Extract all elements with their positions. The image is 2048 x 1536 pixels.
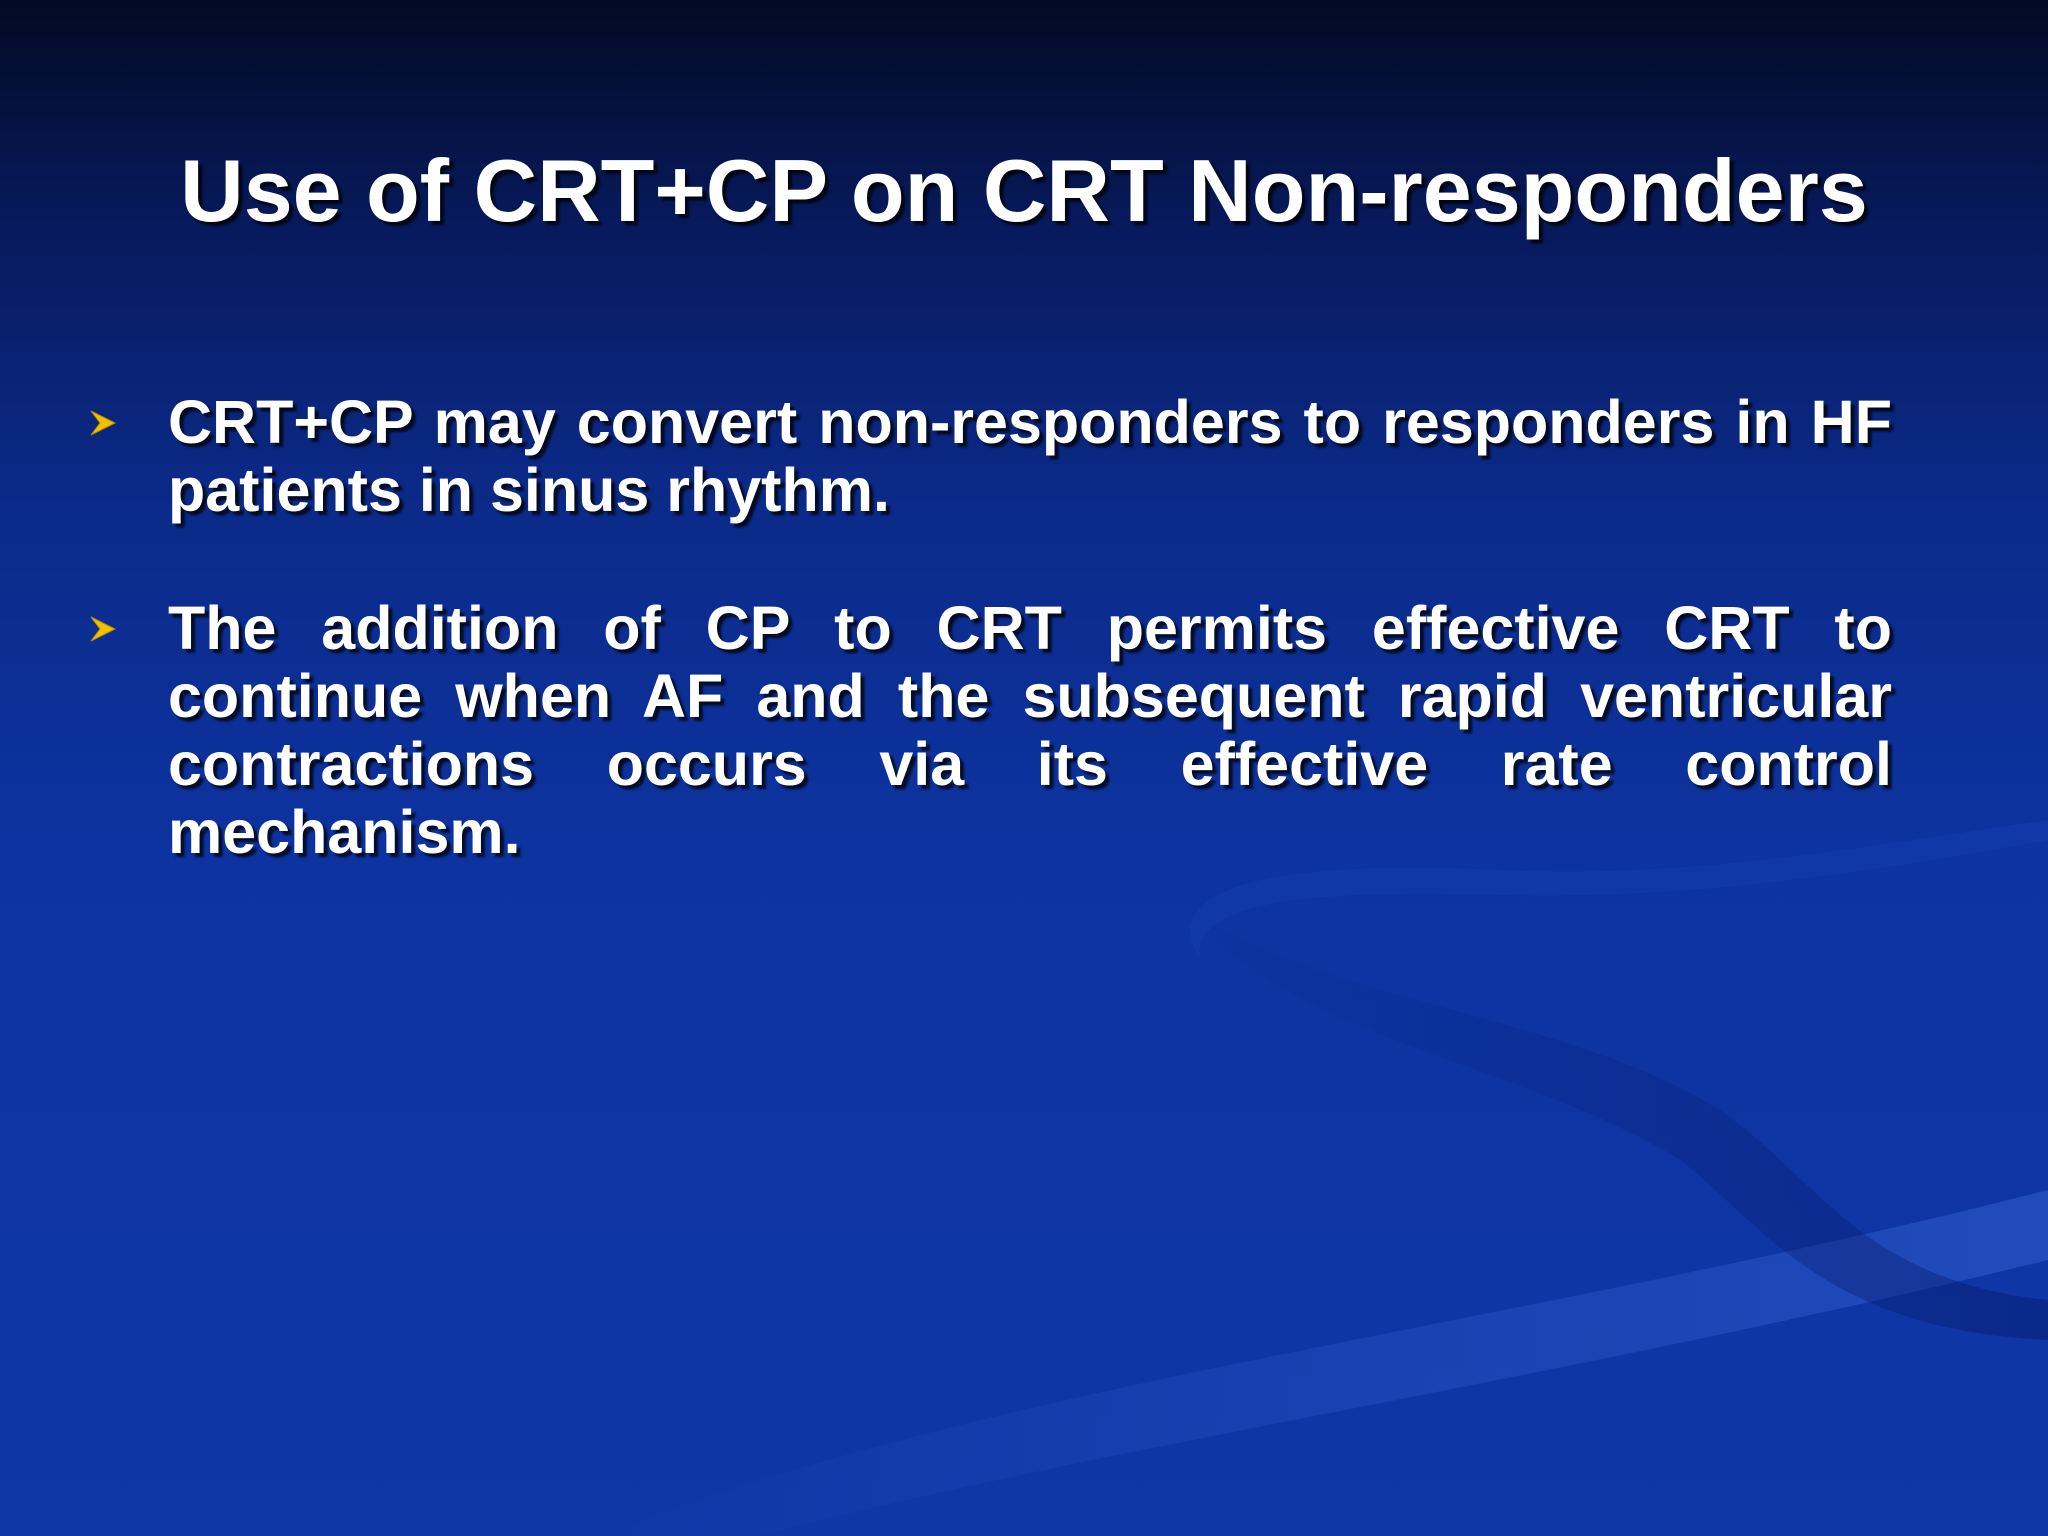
bullet-item — [88, 594, 1892, 866]
arrowhead-bullet-icon — [88, 594, 168, 664]
arrowhead-bullet-icon — [88, 388, 168, 458]
bullet-text: CRT+CP may convert non-responders to responders in HF patients in sinus rhythm. — [168, 388, 1892, 524]
bullet-text: The addition of CP to CRT permits effective CRT to continue when AF and the subsequent rapid ventricular contractions occurs via its effective rate control mechanism. — [168, 594, 1892, 866]
bullet-item — [88, 388, 1892, 524]
slide-title: Use of CRT+CP on CRT Non-responders — [180, 141, 1868, 240]
bullet-list — [88, 388, 1892, 936]
